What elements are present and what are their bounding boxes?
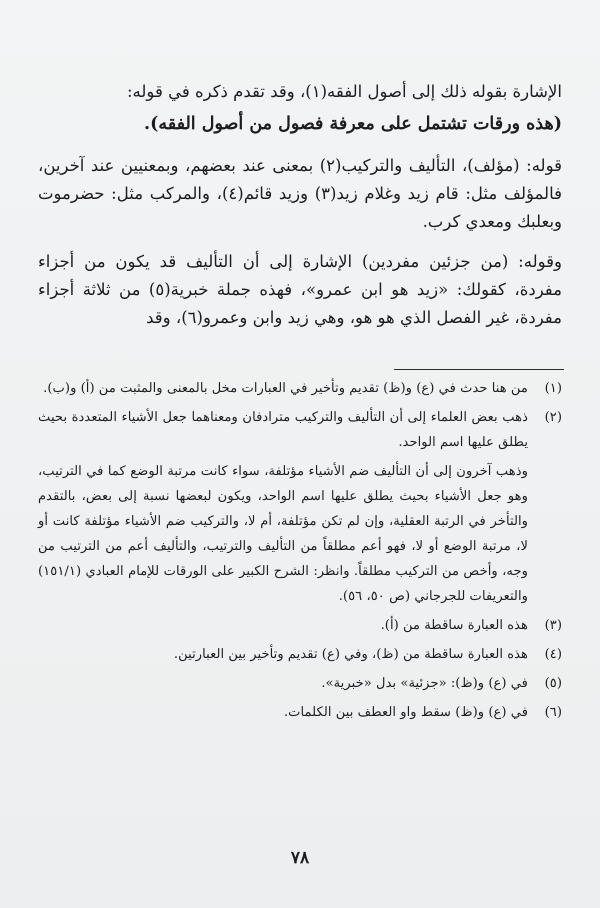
main-text (38, 78, 562, 344)
paragraph-2: قوله: (مؤلف)، التأليف والتركيب(٢) بمعنى عند بعضهم، وبمعنيين عند آخرين، فالمؤلف مثل: قام زيد وغلام زيد(٣) وزيد قائم(٤)، والمركب مثل: حضرموت وبعلبك ومعدي كرب. (38, 156, 562, 231)
footnote-2 (38, 405, 562, 455)
footnote-text: في (ع) و(ظ): «جزئية» بدل «خبرية». (321, 676, 528, 691)
footnote-number: (٢) (544, 410, 562, 425)
footnote-text: من هنا حدث في (ع) و(ظ) تقديم وتأخير في العبارات مخل بالمعنى والمثبت من (أ) و(ب). (43, 381, 528, 396)
footnote-text: هذه العبارة ساقطة من (أ). (380, 618, 528, 633)
footnote-2-continued: وذهب آخرون إلى أن التأليف ضم الأشياء مؤتلفة، سواء كانت مرتبة الوضع كما في الترتيب، وهو جعل الأشياء بحيث يطلق عليها اسم الواحد، ويكون لبعضها نسبة إلى بعض، بالتقدم والتأخر في الرتبة العقلية، وإن لم تكن مؤتلفة، أم لا، والتركيب ضم الأشياء مؤتلفة كانت أو لا، مرتبة الوضع أو لا، فهو أعم مطلقاً من التأليف والترتيب، والتأليف أعم من الترتيب من وجه، وأخص من التركيب مطلقاً. وانظر: الشرح الكبير على الورقات للإمام العبادي (١٥١/١) والتعريفات للجرجاني (ص ٥٠، ٥٦). (38, 464, 528, 604)
footnote-3 (38, 613, 562, 638)
footnote-text: ذهب بعض العلماء إلى أن التأليف والتركيب مترادفان ومعناهما جعل الأشياء المتعددة بحيث يطلق عليها اسم الواحد. (38, 410, 528, 450)
footnotes (38, 376, 562, 729)
paragraph-3: وقوله: (من جزئين مفردين) الإشارة إلى أن التأليف قد يكون من أجزاء مفردة، كقولك: «زيد هو ابن عمرو»، فهذه جملة خبرية(٥) من ثلاثة أجزاء مفردة، غير الفصل الذي هو هو، وهي زيد وابن وعمرو(٦)، وقد (38, 252, 562, 327)
page-number: ٧٨ (290, 848, 310, 868)
footnote-number: (٤) (544, 647, 562, 662)
footnote-number: (١) (544, 381, 562, 396)
footnote-5 (38, 671, 562, 696)
footnote-number: (٣) (544, 618, 562, 633)
footnote-4 (38, 642, 562, 667)
footnote-separator (394, 369, 564, 370)
footnote-1 (38, 376, 562, 401)
footnote-text: هذه العبارة ساقطة من (ظ)، وفي (ع) تقديم وتأخير بين العبارتين. (173, 647, 528, 662)
footnote-6 (38, 700, 562, 725)
bold-quote: (هذه ورقات تشتمل على معرفة فصول من أصول الفقه). (144, 114, 562, 134)
paragraph-1: الإشارة بقوله ذلك إلى أصول الفقه(١)، وقد تقدم ذكره في قوله: (126, 82, 562, 101)
footnote-number: (٥) (544, 676, 562, 691)
footnote-text: في (ع) و(ظ) سقط واو العطف بين الكلمات. (283, 705, 528, 720)
footnote-number: (٦) (544, 705, 562, 720)
